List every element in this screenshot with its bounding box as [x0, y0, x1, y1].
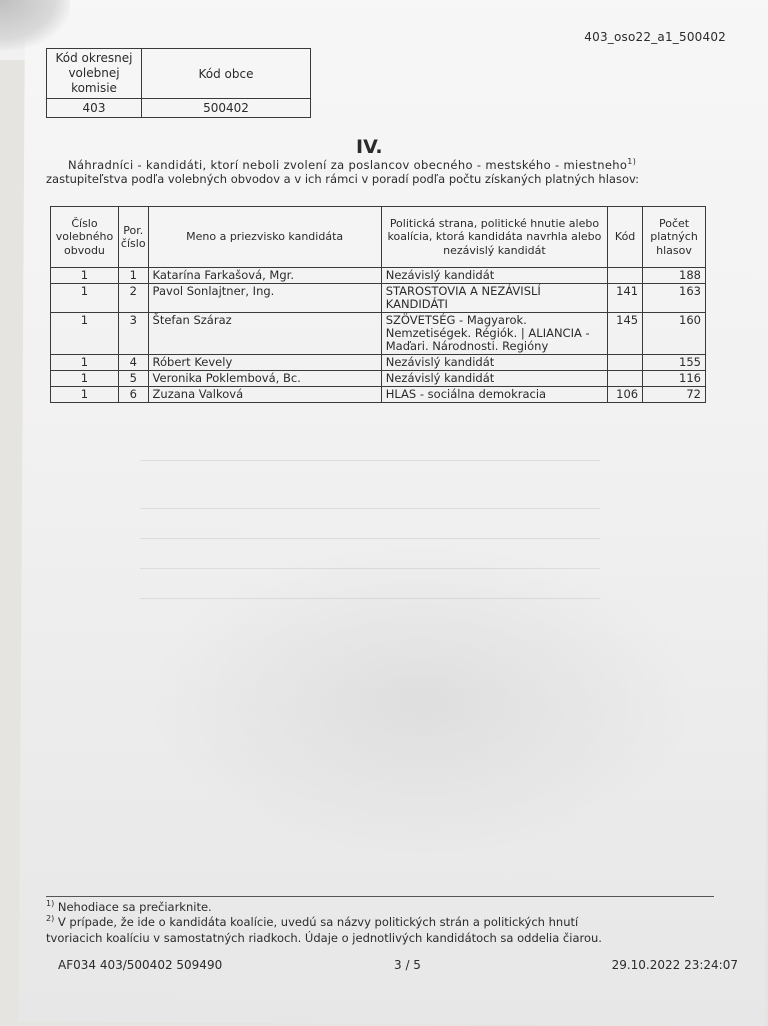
cell-obvod: 1	[51, 387, 119, 403]
cell-hlasy: 116	[643, 371, 706, 387]
candidates-table	[50, 206, 706, 403]
footnote-divider	[46, 896, 714, 897]
header-obvod: Číslo volebného obvodu	[51, 207, 119, 268]
intro-text	[46, 158, 706, 186]
cell-hlasy: 72	[643, 387, 706, 403]
table-row	[51, 313, 706, 355]
cell-kod	[608, 371, 643, 387]
code-table-municipality-value: 500402	[142, 99, 311, 118]
cell-meno: Zuzana Valková	[148, 387, 381, 403]
cell-meno: Štefan Száraz	[148, 313, 381, 355]
cell-kod: 145	[608, 313, 643, 355]
cell-meno: Katarína Farkašová, Mgr.	[148, 268, 381, 284]
cell-strana: Nezávislý kandidát	[381, 371, 607, 387]
cell-strana: Nezávislý kandidát	[381, 355, 607, 371]
table-row	[51, 284, 706, 313]
cell-strana: Nezávislý kandidát	[381, 268, 607, 284]
cell-por: 3	[118, 313, 148, 355]
cell-hlasy: 155	[643, 355, 706, 371]
cell-obvod: 1	[51, 371, 119, 387]
cell-meno: Veronika Poklembová, Bc.	[148, 371, 381, 387]
cell-strana: STAROSTOVIA A NEZÁVISLÍ KANDIDÁTI	[381, 284, 607, 313]
cell-por: 2	[118, 284, 148, 313]
footnote-2	[46, 915, 578, 930]
table-header-row	[51, 207, 706, 268]
cell-hlasy: 163	[643, 284, 706, 313]
cell-hlasy: 160	[643, 313, 706, 355]
section-title: IV.	[356, 136, 383, 158]
footer-timestamp: 29.10.2022 23:24:07	[611, 958, 738, 972]
cell-por: 6	[118, 387, 148, 403]
cell-meno: Pavol Sonlajtner, Ing.	[148, 284, 381, 313]
table-row	[51, 355, 706, 371]
cell-obvod: 1	[51, 284, 119, 313]
cell-por: 1	[118, 268, 148, 284]
cell-por: 5	[118, 371, 148, 387]
footnote-1	[46, 900, 212, 915]
header-kod: Kód	[608, 207, 643, 268]
code-table-header-commission: Kód okresnej volebnej komisie	[47, 49, 142, 99]
intro-footnote-ref: 1)	[627, 157, 637, 167]
footnote-2-mark: 2)	[46, 914, 55, 924]
cell-kod	[608, 355, 643, 371]
cell-strana: HLAS - sociálna demokracia	[381, 387, 607, 403]
table-row	[51, 371, 706, 387]
footer-left: AF034 403/500402 509490	[58, 958, 223, 972]
cell-por: 4	[118, 355, 148, 371]
document-id: 403_oso22_a1_500402	[584, 30, 726, 44]
cell-obvod: 1	[51, 313, 119, 355]
cell-obvod: 1	[51, 268, 119, 284]
cell-meno: Róbert Kevely	[148, 355, 381, 371]
cell-kod: 141	[608, 284, 643, 313]
header-strana: Politická strana, politické hnutie alebo koalícia, ktorá kandidáta navrhla alebo nezávislý kandidát	[381, 207, 607, 268]
table-row	[51, 268, 706, 284]
cell-strana: SZÖVETSÉG - Magyarok. Nemzetiségek. Régiók. | ALIANCIA - Maďari. Národnosti. Regióny	[381, 313, 607, 355]
cell-obvod: 1	[51, 355, 119, 371]
intro-line-1	[46, 158, 706, 172]
footnote-2-line-1: V prípade, že ide o kandidáta koalície, uvedú sa názvy politických strán a politických hnutí	[57, 915, 579, 929]
page-fold-corner	[0, 0, 70, 50]
header-por: Por. číslo	[118, 207, 148, 268]
footnote-2-line-2: tvoriacich koalíciu v samostatných riadkoch. Údaje o jednotlivých kandidátoch sa oddelia čiarou.	[46, 931, 602, 945]
footnote-1-mark: 1)	[46, 899, 55, 909]
header-meno: Meno a priezvisko kandidáta	[148, 207, 381, 268]
code-table-header-municipality: Kód obce	[142, 49, 311, 99]
bleed-through-lines	[140, 460, 640, 620]
cell-kod: 106	[608, 387, 643, 403]
intro-line-2: zastupiteľstva podľa volebných obvodov a v ich rámci v poradí podľa počtu získaných platných hlasov:	[46, 172, 640, 186]
code-table-commission-value: 403	[47, 99, 142, 118]
footnote-1-text: Nehodiace sa prečiarknite.	[57, 900, 212, 914]
cell-kod	[608, 268, 643, 284]
page-number: 3 / 5	[394, 958, 421, 972]
code-table	[46, 48, 311, 118]
intro-line-1-text: Náhradníci - kandidáti, ktorí neboli zvolení za poslancov obecného - mestského - miestneho	[68, 158, 628, 172]
header-hlasy: Počet platných hlasov	[643, 207, 706, 268]
table-row	[51, 387, 706, 403]
cell-hlasy: 188	[643, 268, 706, 284]
